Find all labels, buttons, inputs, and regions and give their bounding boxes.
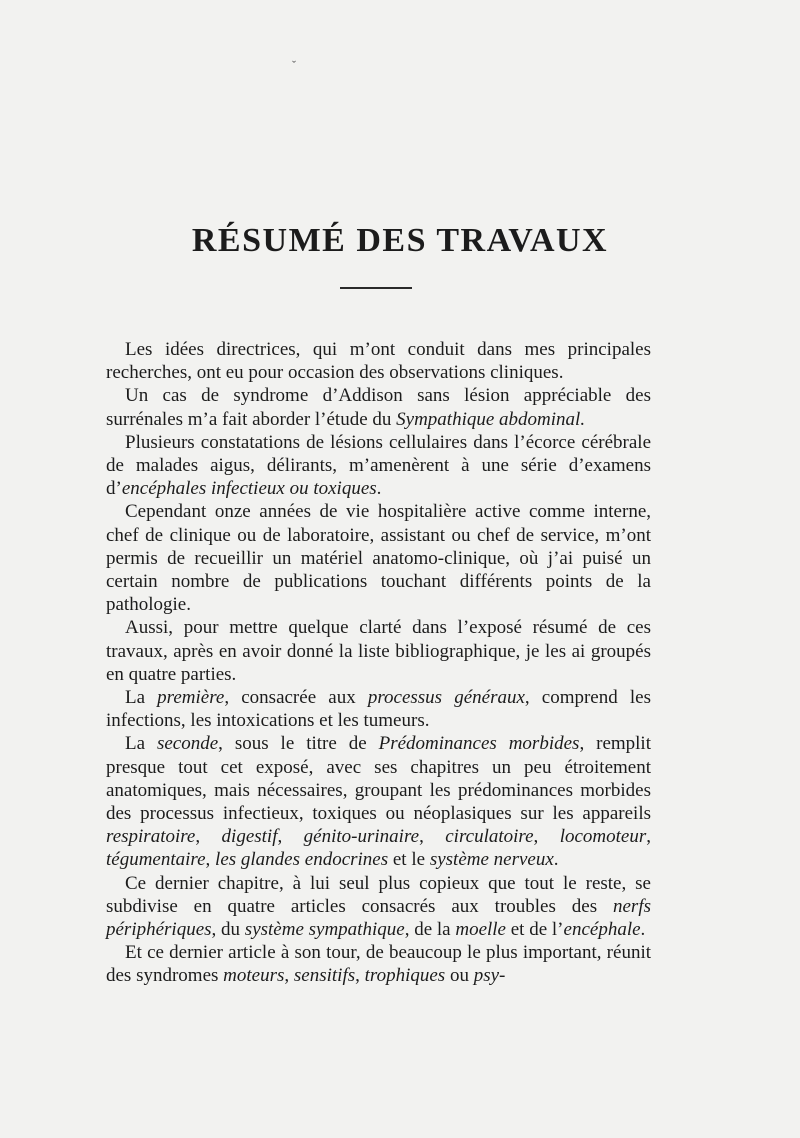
italic-run: moelle bbox=[455, 919, 506, 941]
text-run: Et ce dernier article à son tour, de beaucoup le plus important, réunit des syndromes bbox=[106, 942, 651, 987]
text-run: , comprend les infections, les intoxications et les tumeurs. bbox=[106, 687, 651, 732]
text-run: , sous le titre de bbox=[218, 733, 379, 755]
text-run: , du bbox=[211, 919, 245, 941]
text-run: , bbox=[277, 826, 304, 848]
paragraph bbox=[106, 384, 651, 430]
text-run: et le bbox=[388, 849, 430, 871]
paragraph bbox=[106, 431, 651, 501]
italic-run: trophiques bbox=[364, 965, 446, 987]
title-divider bbox=[340, 287, 412, 289]
text-run: Un cas de syndrome d’Addison sans lésion appréciable des surrénales m’a fait aborder l’étude du bbox=[106, 385, 651, 430]
text-run: , remplit presque tout cet exposé, avec ses chapitres un peu étroitement anatomiques, mais nécessaires, groupant les prédominances morbides des processus infectieux, toxiques ou néoplasiques sur les appareils bbox=[106, 733, 651, 825]
text-run: Aussi, pour mettre quelque clarté dans l’exposé résumé de ces travaux, après en avoir donné la liste bibliographique, je les ai groupés en quatre parties. bbox=[106, 617, 651, 685]
text-run: Ce dernier chapitre, à lui seul plus copieux que tout le reste, se subdivise en quatre articles consacrés aux troubles des bbox=[106, 872, 651, 917]
text-run: . bbox=[376, 478, 382, 500]
page-title: RÉSUMÉ DES TRAVAUX bbox=[191, 222, 609, 259]
italic-run: première bbox=[157, 687, 225, 709]
stray-mark: ˇ bbox=[292, 58, 296, 72]
paragraph bbox=[106, 941, 651, 987]
italic-run: respiratoire bbox=[106, 826, 196, 848]
text-run: La bbox=[125, 733, 157, 755]
text-run: . bbox=[640, 919, 646, 941]
italic-run: circulatoire bbox=[445, 826, 534, 848]
text-run: , de la bbox=[404, 919, 456, 941]
italic-run: psy- bbox=[473, 965, 506, 987]
paragraph bbox=[106, 616, 651, 686]
italic-run: encéphale bbox=[563, 919, 641, 941]
text-run: Plusieurs constatations de lésions cellulaires dans l’écorce cérébrale de malades aigus, délirants, m’amenèrent à une série d’examens d’ bbox=[106, 431, 651, 500]
text-run: , bbox=[646, 826, 652, 848]
text-run: , bbox=[195, 826, 222, 848]
italic-run: locomoteur bbox=[559, 826, 647, 848]
text-run: , bbox=[205, 849, 216, 871]
text-run: , bbox=[355, 965, 365, 987]
text-run: Cependant onze années de vie hospitalière active comme interne, chef de clinique ou de laboratoire, assistant ou chef de service, m’ont permis de recueillir un matériel anatomo-clinique, où j’ai puisé un certain nombre de publications touchant différents points de la pathologie. bbox=[106, 501, 651, 616]
paragraph bbox=[106, 686, 651, 732]
paragraph bbox=[106, 338, 651, 384]
italic-run: encéphales infectieux ou toxiques bbox=[121, 478, 377, 500]
italic-run: système nerveux bbox=[429, 849, 554, 871]
italic-run: sensitifs bbox=[293, 965, 356, 987]
italic-run: Sympathique abdominal. bbox=[396, 408, 586, 430]
italic-run: système sympathique bbox=[244, 919, 405, 941]
italic-run: processus généraux bbox=[367, 687, 525, 709]
text-run: et de l’ bbox=[506, 919, 564, 941]
paragraph bbox=[106, 500, 651, 616]
italic-run: moteurs bbox=[223, 965, 285, 987]
text-run: La bbox=[125, 687, 158, 709]
italic-run: digestif bbox=[221, 826, 278, 848]
body-text bbox=[106, 338, 651, 988]
text-run: , bbox=[284, 965, 294, 987]
text-run: . bbox=[553, 849, 559, 871]
italic-run: seconde bbox=[156, 733, 219, 755]
paragraph bbox=[106, 872, 651, 942]
text-run: Les idées directrices, qui m’ont conduit dans mes principales recherches, ont eu pour occasion des observations cliniques. bbox=[106, 339, 651, 384]
italic-run: génito-urinaire bbox=[303, 826, 420, 848]
italic-run: les glandes endocrines bbox=[215, 849, 389, 871]
text-run: , bbox=[419, 826, 446, 848]
text-run: , consacrée aux bbox=[224, 687, 368, 709]
italic-run: Prédominances morbides bbox=[378, 733, 580, 755]
text-run: ou bbox=[445, 965, 474, 987]
italic-run: nerfs périphériques bbox=[106, 895, 651, 941]
italic-run: tégumentaire bbox=[106, 849, 206, 871]
paragraph bbox=[106, 732, 651, 871]
text-run: , bbox=[533, 826, 560, 848]
